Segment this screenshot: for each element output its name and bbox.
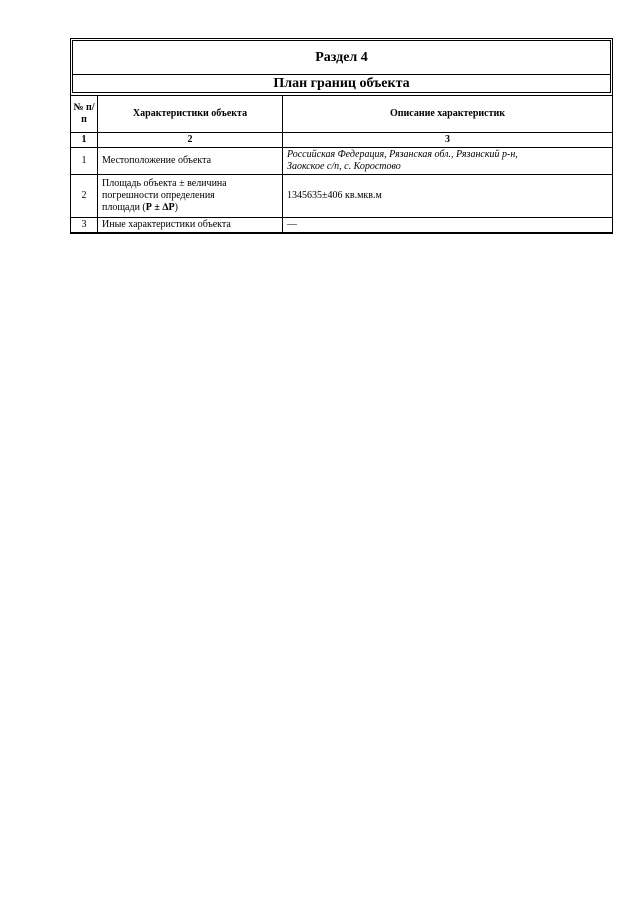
row-num: 3 [71, 218, 98, 234]
characteristics-table [70, 95, 613, 234]
plan-title-text: План границ объекта [273, 75, 410, 91]
row-characteristic: Иные характеристики объекта [98, 218, 283, 234]
formula: Р ± ∆Р [145, 202, 175, 213]
column-number-2: 2 [98, 133, 283, 148]
table-header-row [71, 96, 613, 133]
row-description: 1345635±406 кв.мкв.м [283, 175, 613, 218]
column-number-row [71, 133, 613, 148]
row-num: 1 [71, 148, 98, 175]
header-description [283, 96, 613, 133]
row-characteristic [98, 175, 283, 218]
row-num: 2 [71, 175, 98, 218]
header-characteristic-text: Характеристики объекта [132, 108, 248, 119]
header-num-text: № п/п [73, 102, 95, 125]
row-characteristic: Местоположение объекта [98, 148, 283, 175]
formula-suffix: ) [174, 202, 178, 213]
row-characteristic-line: погрешности определения [102, 190, 215, 201]
column-number-1: 1 [71, 133, 98, 148]
header-num [71, 96, 98, 133]
outer-frame-top [70, 38, 613, 39]
table-row [71, 148, 613, 175]
header-characteristic [98, 96, 283, 133]
row-description-line: Российская Федерация, Рязанская обл., Рязанский р-н, [287, 149, 518, 160]
row-characteristic-line: Площадь объекта ± величина [102, 178, 227, 189]
table-row [71, 218, 613, 234]
table-row [71, 175, 613, 218]
row-characteristic-line [102, 202, 278, 214]
plan-title [72, 75, 611, 93]
section-title-text: Раздел 4 [315, 49, 368, 65]
outer-frame-left [70, 38, 71, 96]
row-description: — [283, 218, 613, 234]
section-title [72, 40, 611, 75]
outer-frame-right [612, 38, 613, 96]
header-description-text: Описание характеристик [389, 108, 506, 119]
row-description-line: Заокское с/п, с. Коростово [287, 161, 401, 172]
row-description [283, 148, 613, 175]
formula-prefix: площади ( [102, 202, 146, 213]
column-number-3: 3 [283, 133, 613, 148]
